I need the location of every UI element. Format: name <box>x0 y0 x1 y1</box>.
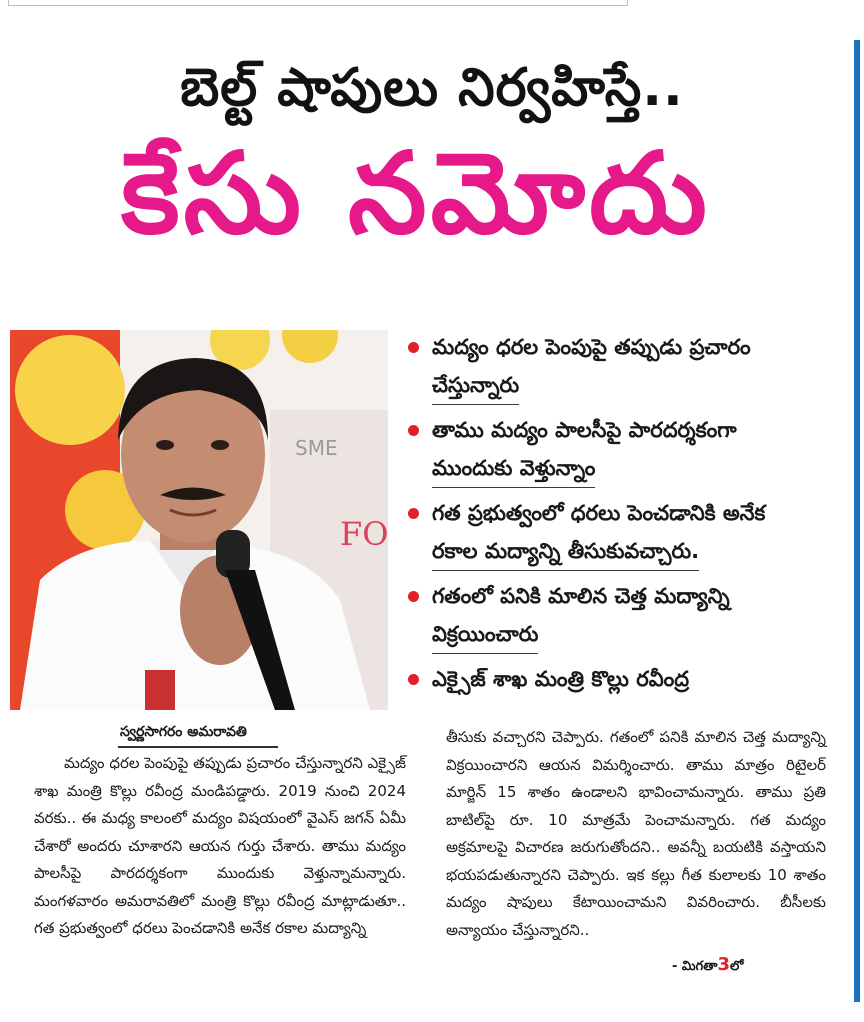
article-dateline: స్వర్ణసాగరం అమరావతి <box>120 724 247 740</box>
article-column-left <box>34 750 406 943</box>
banner-text-sme: SME <box>295 436 338 460</box>
top-border-rule <box>8 0 628 6</box>
highlight-item <box>402 411 842 488</box>
highlights-list <box>402 328 842 704</box>
headline-kicker: బెల్ట్ షాపులు నిర్వహిస్తే.. <box>180 58 684 118</box>
highlight-line: మద్యం ధరల పెంపుపై తప్పుడు ప్రచారం <box>432 335 751 359</box>
highlight-line: ఎక్సైజ్ శాఖ మంత్రి కొల్లు రవీంద్ర <box>432 667 690 691</box>
banner-text-fo: FO <box>340 515 388 553</box>
highlight-line: ముందుకు వెళ్తున్నాం <box>432 449 595 488</box>
highlight-line: విక్రయించారు <box>432 615 538 654</box>
article-paragraph: తీసుకు వచ్చారని చెప్పారు. గతంలో పనికి మాలిన చెత్త మద్యాన్ని విక్రయించారని ఆయన విమర్శించారు. తాము మాత్రం రిటైలర్ మార్జిన్ 15 శాతం ఉండాలని భావించామన్నారు. తాము ప్రతి బాటిల్‌పై రూ. 10 మాత్రమే పెంచామన్నారు. గత మద్యం అక్రమాలపై విచారణ జరుగుతోందని.. అవన్నీ బయటికి వస్తాయని భయపడుతున్నారని చెప్పారు. ఇక కల్లు గీత కులాలకు 10 శాతం మద్యం షాపులు కేటాయించామని వివరించారు. బీసీలకు అన్యాయం చేస్తున్నారని.. <box>446 728 826 939</box>
bullet-dot-icon <box>408 425 419 436</box>
highlight-line: తాము మద్యం పాలసీపై పారదర్శకంగా <box>432 418 737 442</box>
highlight-item <box>402 494 842 571</box>
highlight-item <box>402 660 842 698</box>
continued-note[interactable] <box>672 954 743 977</box>
page-edge-bar <box>854 40 860 1002</box>
bullet-dot-icon <box>408 591 419 602</box>
highlight-item <box>402 577 842 654</box>
continued-prefix: - మిగతా <box>672 959 718 974</box>
highlight-line: గత ప్రభుత్వంలో ధరలు పెంచడానికి అనేక <box>432 501 766 525</box>
continued-suffix: లో <box>730 959 744 974</box>
highlight-line: రకాల మద్యాన్ని తీసుకువచ్చారు. <box>432 532 699 571</box>
bullet-dot-icon <box>408 674 419 685</box>
article-column-right <box>446 724 826 944</box>
highlight-item <box>402 328 842 405</box>
dateline-underline <box>118 746 278 748</box>
bullet-dot-icon <box>408 508 419 519</box>
minister-photo <box>10 330 388 710</box>
bullet-dot-icon <box>408 342 419 353</box>
headline-main: కేసు నమోదు <box>121 129 711 259</box>
highlight-line: గతంలో పనికి మాలిన చెత్త మద్యాన్ని <box>432 584 730 608</box>
continued-page-number: 3 <box>717 954 730 975</box>
article-paragraph: మద్యం ధరల పెంపుపై తప్పుడు ప్రచారం చేస్తున్నారని ఎక్సైజ్ శాఖ మంత్రి కొల్లు రవీంద్ర మండిపడ్డారు. 2019 నుంచి 2024 వరకు.. ఈ మధ్య కాలంలో మద్యం విషయంలో వైఎస్ జగన్ ఏమీ చేశారో అందరు చూశారని ఆయన గుర్తు చేశారు. తాము మద్యం పాలసీపై పారదర్శకంగా ముందుకు వెళ్తున్నామన్నారు. మంగళవారం అమరావతిలో మంత్రి కొల్లు రవీంద్ర మాట్లాడుతూ.. గత ప్రభుత్వంలో ధరలు పెంచడానికి అనేక రకాల మద్యాన్ని <box>34 754 406 937</box>
highlight-line: చేస్తున్నారు <box>432 366 519 405</box>
